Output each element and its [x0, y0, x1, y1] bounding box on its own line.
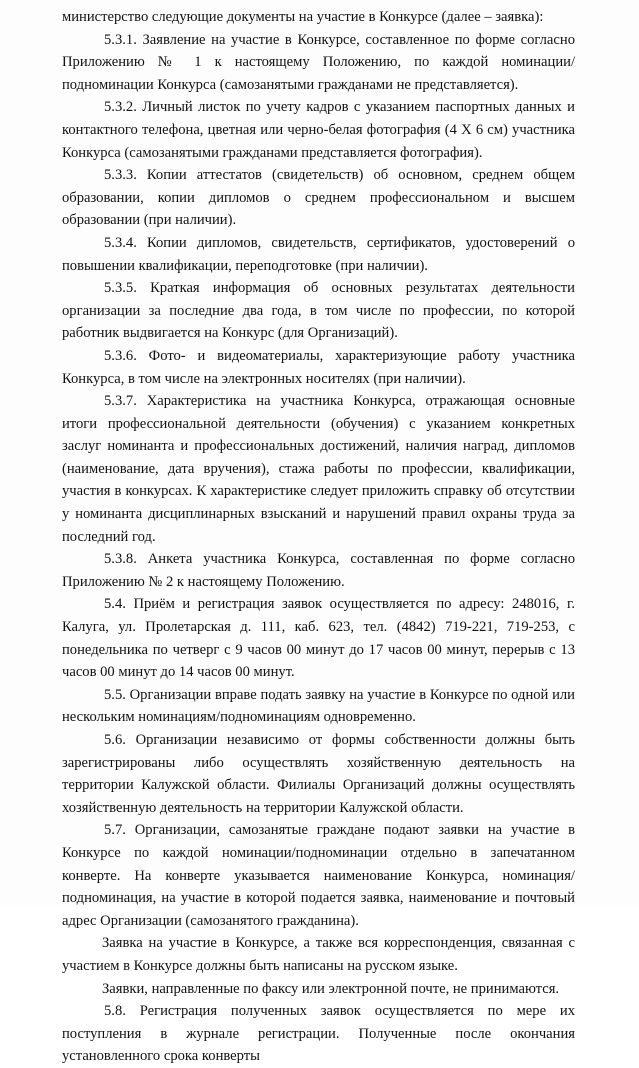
- paragraph-5-8: 5.8. Регистрация полученных заявок осуществляется по мере их поступления в журнале регистрации. Полученные после окончания установленного срока конверты: [62, 1003, 575, 1065]
- paragraph-5-3-7: 5.3.7. Характеристика на участника Конкурса, отражающая основные итоги профессиональной деятельности (обучения) с указанием конкретных заслуг номинанта и профессиональных достижений, наличия наград, дипломов (наименование, дата вручения), стажа работы по профессии, квалификации, участия в конкурсах. К характеристике следует приложить справку об отсутствии у номинанта дисциплинарных взысканий и нарушений правил охраны труда за последний год.: [62, 393, 575, 545]
- paragraph-language: Заявка на участие в Конкурсе, а также вся корреспонденция, связанная с участием в Конкурсе должны быть написаны на русском языке.: [62, 935, 575, 974]
- paragraph-5-3-2: 5.3.2. Личный листок по учету кадров с указанием паспортных данных и контактного телефона, цветная или черно-белая фотография (4 Х 6 см) участника Конкурса (самозанятыми гражданами представляется фотография).: [62, 99, 575, 161]
- paragraph-5-6: 5.6. Организации независимо от формы собственности должны быть зарегистрированы либо осуществлять хозяйственную деятельность на территории Калужской области. Филиалы Организаций должны осуществлять хозяйственную деятельность на территории Калужской области.: [62, 732, 575, 816]
- paragraph-fax-email: Заявки, направленные по факсу или электронной почте, не принимаются.: [102, 980, 560, 997]
- paragraph-5-3-5: 5.3.5. Краткая информация об основных результатах деятельности организации за последние два года, в том числе по профессии, по которой работник выдвигается на Конкурс (для Организаций).: [62, 280, 575, 342]
- paragraph-5-3-4: 5.3.4. Копии дипломов, свидетельств, сертификатов, удостоверений о повышении квалификации, переподготовке (при наличии).: [62, 234, 575, 274]
- paragraph-5-3-6: 5.3.6. Фото- и видеоматериалы, характеризующие работу участника Конкурса, в том числе на электронных носителях (при наличии).: [62, 347, 575, 387]
- paragraph-5-4: 5.4. Приём и регистрация заявок осуществляется по адресу: 248016, г. Калуга, ул. Пролетарская д. 111, каб. 623, тел. (4842) 719-221, 719-253, с понедельника по четверг с 9 часов 00 минут до 17 часов 00 минут, перерыв с 13 часов 00 минут до 14 часов 00 минут.: [62, 596, 575, 681]
- paragraph-5-7: 5.7. Организации, самозанятые граждане подают заявки на участие в Конкурсе по каждой номинации/подноминации отдельно в запечатанном конверте. На конверте указывается наименование Конкурса, номинация/подноминация, на участие в которой подается заявка, наименование и почтовый адрес Организации (самозанятого гражданина).: [62, 822, 575, 929]
- paragraph-5-3-3: 5.3.3. Копии аттестатов (свидетельств) об основном, среднем общем образовании, копии дипломов о среднем профессиональном и высшем образовании (при наличии).: [62, 167, 575, 229]
- paragraph-5-5: 5.5. Организации вправе подать заявку на участие в Конкурсе по одной или нескольким номинациям/подноминациям одновременно.: [62, 686, 575, 726]
- document-body: [62, 6, 575, 1068]
- paragraph-intro: министерство следующие документы на участие в Конкурсе (далее – заявка):: [62, 9, 544, 25]
- paragraph-5-3-1: 5.3.1. Заявление на участие в Конкурсе, составленное по форме согласно Приложению № 1 к настоящему Положению, по каждой номинации/подноминации Конкурса (самозанятыми гражданами не представляется).: [62, 31, 575, 93]
- paragraph-5-3-8: 5.3.8. Анкета участника Конкурса, составленная по форме согласно Приложению № 2 к настоящему Положению.: [62, 551, 575, 590]
